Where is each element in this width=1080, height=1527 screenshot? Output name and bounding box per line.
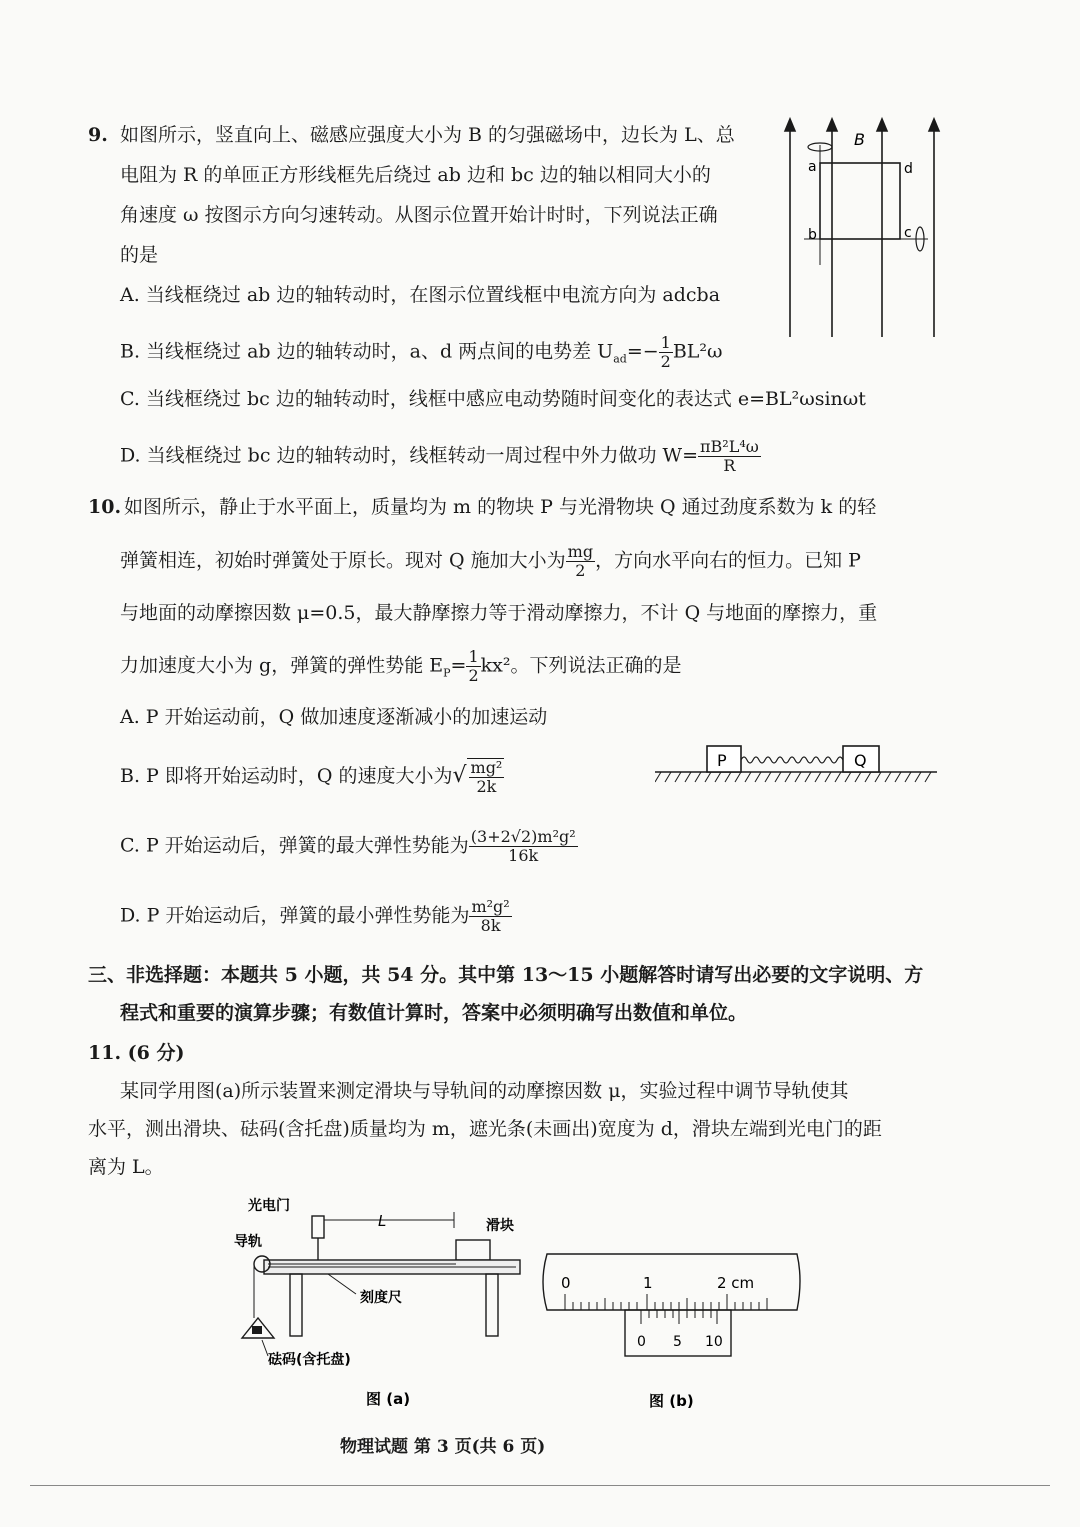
q10-number: 10. — [88, 496, 122, 518]
caption-a: 图 (a) — [366, 1390, 411, 1408]
q10-stem-line3: 与地面的动摩擦因数 μ=0.5，最大静摩擦力等于滑动摩擦力，不计 Q 与地面的摩擦力，重 — [120, 602, 878, 624]
label-a: a — [808, 159, 817, 175]
section3-line2: 程式和重要的演算步骤；有数值计算时，答案中必须明确写出数值和单位。 — [120, 1002, 748, 1024]
label-B: B — [854, 130, 865, 149]
q10-d-fraction: $\frac{\text{m²g²}}{8k}$ — [471, 897, 510, 935]
q10-stem-line1: 如图所示，静止于水平面上，质量均为 m 的物块 P 与光滑物块 Q 通过劲度系数为 k 的轻 — [124, 496, 877, 518]
q11-figure-b — [535, 1250, 805, 1420]
photogate — [312, 1216, 324, 1238]
q11-paragraph-line2: 水平，测出滑块、砝码(含托盘)质量均为 m，遮光条(未画出)宽度为 d，滑块左端到光电门的距 — [88, 1118, 882, 1140]
main-scale-ticks — [565, 1294, 767, 1310]
q10-spring-blocks-figure — [655, 740, 940, 790]
main-scale-1: 1 — [643, 1274, 653, 1292]
q9-stem-line1: 如图所示，竖直向上、磁感应强度大小为 B 的匀强磁场中，边长为 L、总 — [120, 124, 735, 146]
q11-paragraph-line3: 离为 L。 — [88, 1156, 164, 1178]
q11-figure-a — [228, 1190, 538, 1410]
q10-option-a: A. P 开始运动前，Q 做加速度逐渐减小的加速运动 — [120, 706, 548, 728]
q10-option-b: B. P 即将开始运动时，Q 的速度大小为√ $\frac{\text{mg²}}{2k}$ — [120, 758, 503, 796]
q9-stem-line2: 电阻为 R 的单匝正方形线框先后绕过 ab 边和 bc 边的轴以相同大小的 — [120, 164, 711, 186]
label-slider: 滑块 — [486, 1218, 514, 1234]
label-P: P — [717, 751, 727, 770]
label-scale: 刻度尺 — [360, 1290, 402, 1306]
label-L: L — [378, 1212, 387, 1230]
field-arrow-3 — [877, 119, 887, 131]
q9-option-b: B. 当线框绕过 ab 边的轴转动时，a、d 两点间的电势差 $U_{ad}=-$ $\frac{1}{2}$ BL²ω — [120, 333, 723, 371]
label-Q: Q — [854, 751, 867, 770]
q9-stem-line3: 角速度 ω 按图示方向匀速转动。从图示位置开始计时时，下列说法正确 — [120, 204, 718, 226]
slider-block — [456, 1240, 490, 1260]
q9-b-fraction: $\frac{1}{2}$ — [660, 333, 671, 371]
q10-c-fraction: $\frac{\text{(3+2√2)m²g²}}{16k}$ — [470, 827, 576, 865]
label-photogate: 光电门 — [248, 1198, 290, 1214]
main-scale-0: 0 — [561, 1274, 571, 1292]
q9-number: 9. — [88, 124, 108, 146]
page-bottom-rule — [30, 1485, 1050, 1486]
label-c: c — [904, 225, 912, 241]
label-b: b — [808, 227, 817, 243]
caption-b: 图 (b) — [649, 1392, 694, 1410]
vernier-0: 0 — [637, 1334, 646, 1350]
label-d: d — [904, 161, 913, 177]
weight — [252, 1326, 262, 1334]
page-footer: 物理试题 第 3 页(共 6 页) — [340, 1437, 546, 1457]
main-scale-2: 2 cm — [717, 1274, 755, 1292]
q10-stem-line2: 弹簧相连，初始时弹簧处于原长。现对 Q 施加大小为 $\frac{mg}{2}$ ，方向水平向右的恒力。已知 P — [120, 542, 861, 580]
vernier-10: 10 — [705, 1334, 723, 1350]
field-arrow-4 — [929, 119, 939, 131]
label-rail: 导轨 — [234, 1234, 262, 1250]
q10-stem-line4: 力加速度大小为 g，弹簧的弹性势能 $E_P=$ $\frac{1}{2}$ kx²。下列说法正确的是 — [120, 647, 682, 685]
q9-d-fraction: $\frac{\text{πB²L⁴ω}}{R}$ — [700, 437, 759, 475]
main-scale — [543, 1254, 800, 1310]
field-arrow-1 — [785, 119, 795, 131]
table-leg-left — [290, 1274, 302, 1336]
q9-option-c: C. 当线框绕过 bc 边的轴转动时，线框中感应电动势随时间变化的表达式 e=BL²ωsinωt — [120, 388, 866, 410]
label-weight: 砝码(含托盘) — [268, 1352, 351, 1368]
section3-line1: 三、非选择题：本题共 5 小题，共 54 分。其中第 13～15 小题解答时请写出必要的文字说明、方 — [88, 964, 924, 986]
q10-energy-fraction: $\frac{1}{2}$ — [468, 647, 479, 685]
q10-option-d: D. P 开始运动后，弹簧的最小弹性势能为 $\frac{\text{m²g²}}{8k}$ — [120, 897, 510, 935]
q9-magnetic-field-figure — [780, 115, 950, 345]
field-arrow-2 — [827, 119, 837, 131]
table-leg-right — [486, 1274, 498, 1336]
ground-hatching — [655, 772, 931, 782]
q10-b-fraction: $\frac{\text{mg²}}{2k}$ — [467, 758, 505, 796]
q10-option-c: C. P 开始运动后，弹簧的最大弹性势能为 $\frac{\text{(3+2√2)m²g²}}{16k}$ — [120, 827, 576, 865]
q9-option-d: D. 当线框绕过 bc 边的轴转动时，线框转动一周过程中外力做功 W= $\frac{\text{πB²L⁴ω}}{R}$ — [120, 437, 759, 475]
q11-paragraph-line1: 某同学用图(a)所示装置来测定滑块与导轨间的动摩擦因数 μ，实验过程中调节导轨使其 — [120, 1080, 849, 1102]
q10-force-fraction: $\frac{mg}{2}$ — [567, 542, 594, 580]
q9-option-a: A. 当线框绕过 ab 边的轴转动时，在图示位置线框中电流方向为 adcba — [120, 284, 721, 306]
q11-heading: 11. (6 分) — [88, 1042, 185, 1064]
vernier-5: 5 — [673, 1334, 682, 1350]
vernier-ticks — [641, 1310, 717, 1324]
q9-stem-line4: 的是 — [120, 244, 159, 266]
